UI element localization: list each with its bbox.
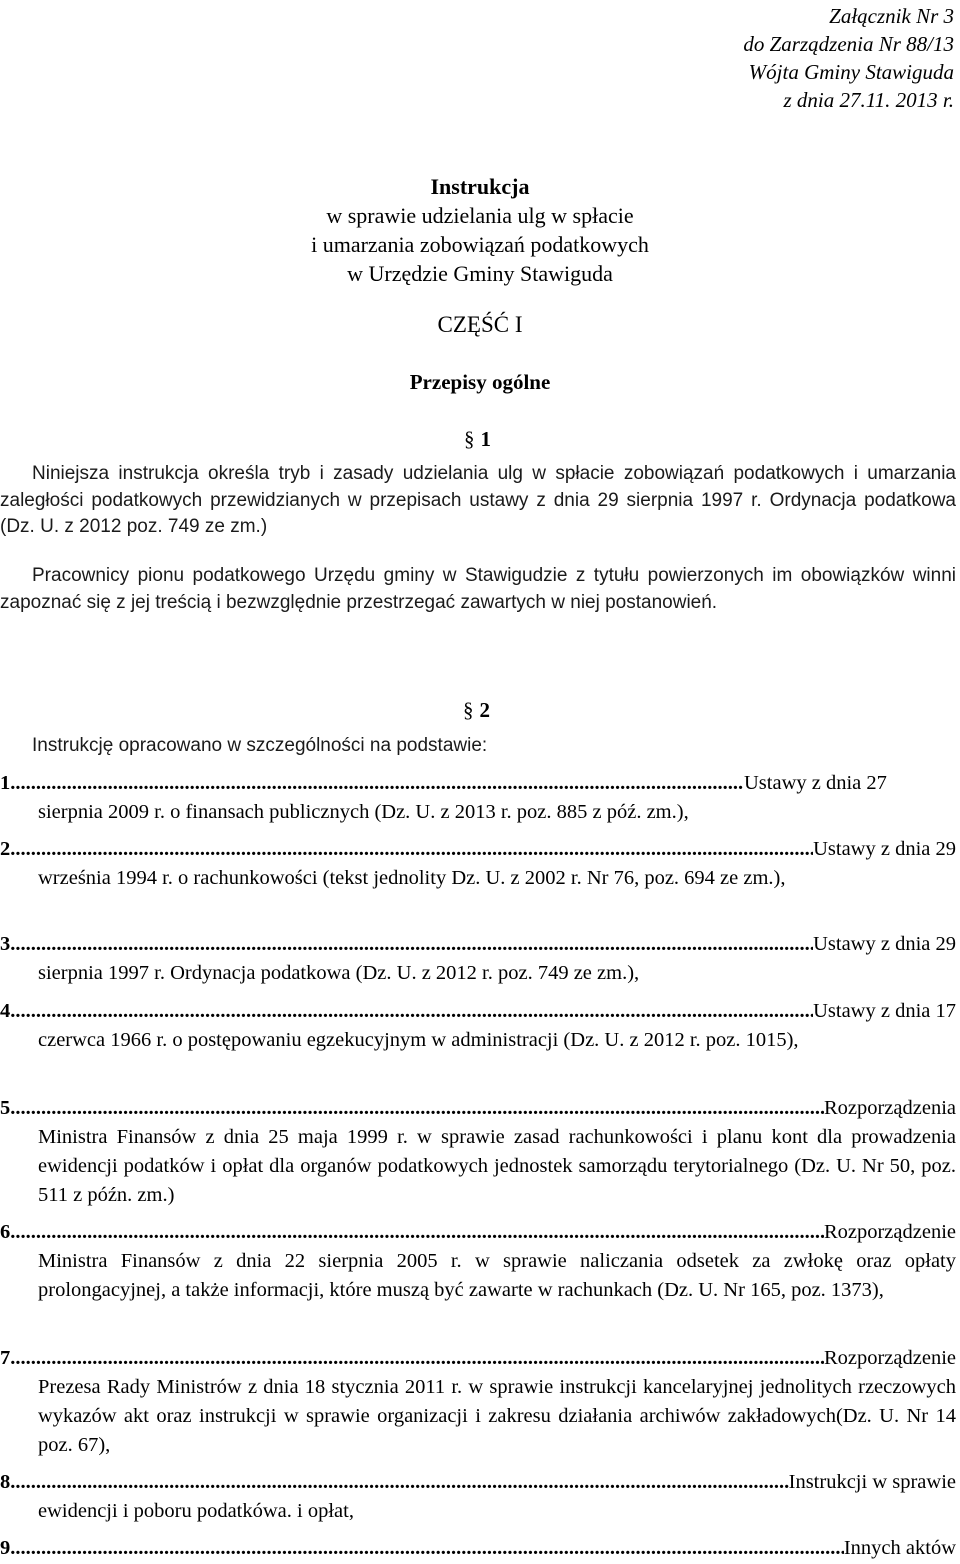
list-item-head: Rozporządzenie <box>823 1347 956 1369</box>
list-item-text: czerwca 1966 r. o postępowaniu egzekucyjnym w administracji (Dz. U. z 2012 r. poz. 1015), <box>38 1029 799 1051</box>
section-2-intro: Instrukcję opracowano w szczególności na podstawie: <box>32 735 488 756</box>
section-1-paragraph-1 <box>0 461 956 541</box>
dot-leader <box>15 1534 843 1563</box>
list-item-head: Ustawy z dnia 17 <box>813 1000 956 1022</box>
list-item-head: Instrukcji w sprawie <box>788 1471 956 1493</box>
list-item-number: 9. <box>0 1537 16 1559</box>
dot-leader <box>15 997 813 1026</box>
dot-leader <box>15 1094 824 1123</box>
list-item <box>0 835 956 893</box>
list-item-text: ewidencji i poboru podatkówa. i opłat, <box>38 1500 354 1522</box>
list-item <box>0 930 956 988</box>
dot-leader <box>15 1218 824 1247</box>
list-item-text: Prezesa Rady Ministrów z dnia 18 stycznia 2011 r. w sprawie instrukcji kancelaryjnej jednolitych rzeczowych wykazów akt oraz instrukcji w sprawie organizacji i zakresu działania archiwów zakładowych(Dz. U. Nr 14 poz. 67), <box>38 1376 956 1456</box>
title-line-3: i umarzania zobowiązań podatkowych <box>311 232 649 257</box>
attachment-line-4: z dnia 27.11. 2013 r. <box>783 88 954 112</box>
list-item-text: września 1994 r. o rachunkowości (tekst jednolity Dz. U. z 2002 r. Nr 76, poz. 694 ze zm.), <box>38 867 786 889</box>
title-line-2: w sprawie udzielania ulg w spłacie <box>326 203 634 228</box>
list-item-number: 3. <box>0 933 16 955</box>
section-1-number: 1 <box>480 427 491 451</box>
list-item <box>0 1534 956 1563</box>
list-item-text: sierpnia 1997 r. Ordynacja podatkowa (Dz. U. z 2012 r. poz. 749 ze zm.), <box>38 962 640 984</box>
title-line-1: Instrukcja <box>430 174 530 199</box>
list-item-head: Rozporządzenia <box>823 1097 956 1119</box>
section-2-heading <box>463 695 490 725</box>
list-item-number: 7. <box>0 1347 16 1369</box>
general-provisions-heading: Przepisy ogólne <box>409 370 551 394</box>
list-item-number: 2. <box>0 838 16 860</box>
section-symbol: § <box>463 698 474 722</box>
list-item-head: Ustawy z dnia 29 <box>813 933 956 955</box>
list-item-number: 6. <box>0 1221 16 1243</box>
section-1-paragraph-1-text: Niniejsza instrukcja określa tryb i zasady udzielania ulg w spłacie zobowiązań podatkowych i umarzania zaległości podatkowych przewidzianych w przepisach ustawy z dnia 29 sierpnia 1997 r. Ordynacja podatkowa (Dz. U. z 2012 poz. 749 ze zm.) <box>0 463 956 537</box>
list-item <box>0 997 956 1055</box>
list-item <box>0 1094 956 1210</box>
list-item-number: 1. <box>0 772 16 794</box>
list-item-head-text: Ustawy z dnia 27 <box>744 772 887 794</box>
list-item-head: Innych aktów <box>843 1537 956 1559</box>
attachment-line-3: Wójta Gminy Stawiguda <box>748 60 954 84</box>
list-item-head: Ustawy z dnia 29 <box>813 838 956 860</box>
attachment-line-2: do Zarządzenia Nr 88/13 <box>743 32 954 56</box>
attachment-header <box>654 2 954 114</box>
list-item <box>0 1468 956 1526</box>
part-heading: CZĘŚĆ I <box>437 312 523 337</box>
section-1-paragraph-2 <box>0 563 956 616</box>
dot-leader <box>15 1344 824 1373</box>
list-item-number: 8. <box>0 1471 16 1493</box>
list-item <box>0 769 956 827</box>
dot-leader <box>15 769 744 798</box>
dot-leader <box>15 1468 788 1497</box>
dot-leader <box>15 930 813 959</box>
list-item-number: 4. <box>0 1000 16 1022</box>
list-item-number: 5. <box>0 1097 16 1119</box>
list-item-text: sierpnia 2009 r. o finansach publicznych (Dz. U. z 2013 r. poz. 885 z póź. zm.), <box>38 801 689 823</box>
section-2-number: 2 <box>479 698 490 722</box>
list-item <box>0 1218 956 1305</box>
list-item-head <box>744 769 956 798</box>
section-1-paragraph-2-text: Pracownicy pionu podatkowego Urzędu gminy w Stawigudzie z tytułu powierzonych im obowiązków winni zapoznać się z jej treścią i bezwzględnie przestrzegać zawartych w niej postanowień. <box>0 565 956 613</box>
document-title <box>0 172 960 288</box>
title-line-4: w Urzędzie Gminy Stawiguda <box>347 261 613 286</box>
list-item-head: Rozporządzenie <box>823 1221 956 1243</box>
list-item <box>0 1344 956 1460</box>
list-item-text: Ministra Finansów z dnia 22 sierpnia 2005 r. w sprawie naliczania odsetek za zwłokę oraz opłaty prolongacyjnej, a także informacji, które muszą być zawarte w rachunkach (Dz. U. Nr 165, poz. 1373), <box>38 1250 956 1301</box>
attachment-line-1: Załącznik Nr 3 <box>829 4 954 28</box>
dot-leader <box>15 835 813 864</box>
section-1-heading <box>464 424 491 454</box>
list-item-text: Ministra Finansów z dnia 25 maja 1999 r. w sprawie zasad rachunkowości i planu kont dla prowadzenia ewidencji podatków i opłat dla organów podatkowych jednostek samorządu terytorialnego (Dz. U. Nr 50, poz. 511 z późn. zm.) <box>38 1126 956 1206</box>
section-symbol: § <box>464 427 475 451</box>
